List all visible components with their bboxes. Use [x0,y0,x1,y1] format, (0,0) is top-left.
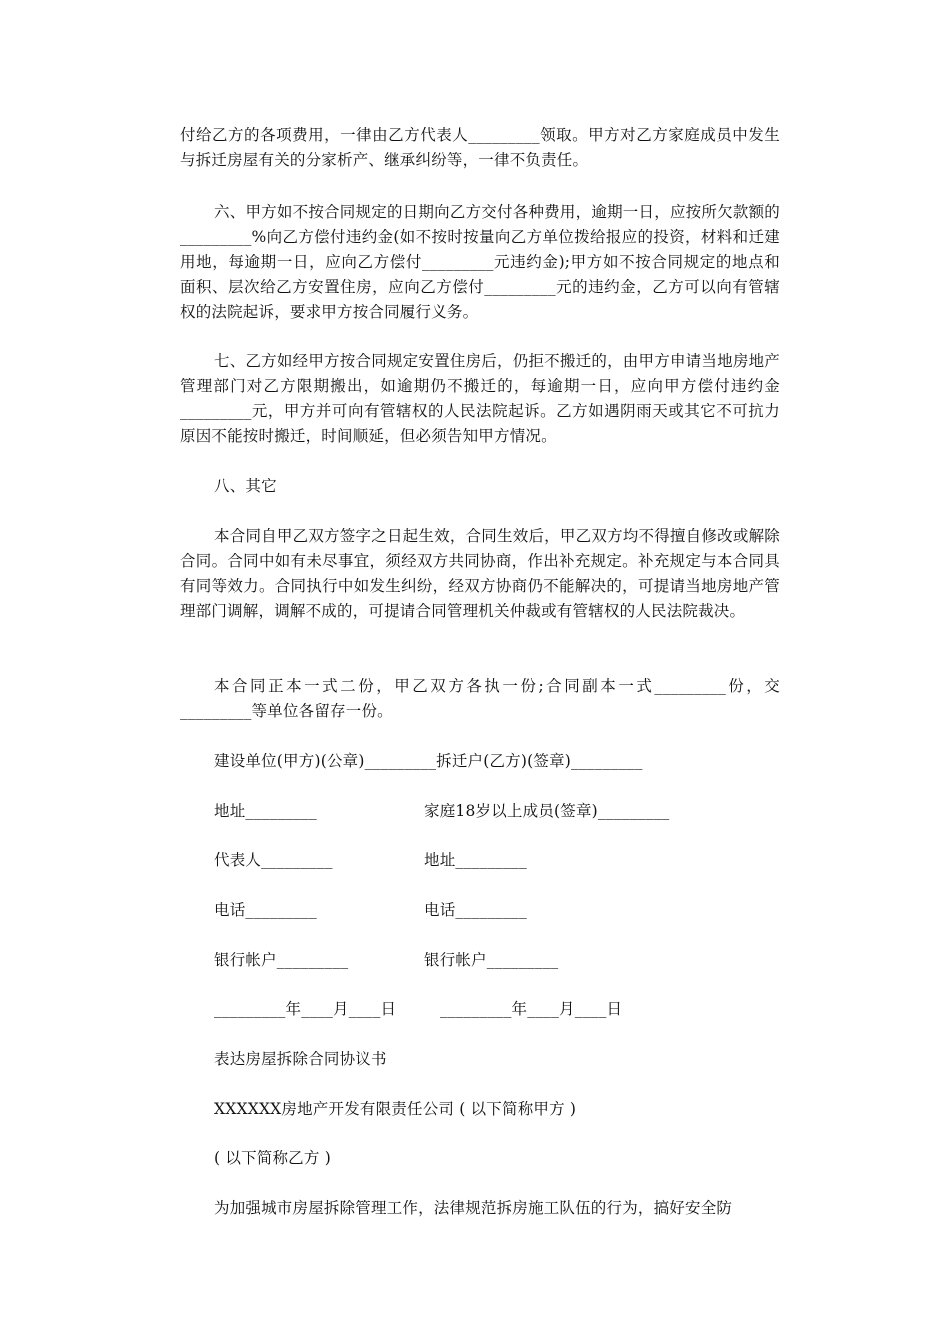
party-a-bank-account: 银行帐户_________ [214,951,349,969]
intro-paragraph: 为加强城市房屋拆除管理工作，法律规范拆房施工队伍的行为，搞好安全防 [214,1199,733,1217]
paragraph-effective-terms: 本合同自甲乙双方签字之日起生效，合同生效后，甲乙双方均不得擅自修改或解除合同。合同中如有未尽事宜，须经双方共同协商，作出补充规定。补充规定与本合同具有同等效力。合同执行中如发生纠纷，经双方协商仍不能解决的，可提请当地房地产管理部门调解，调解不成的，可提请合同管理机关仲裁或有管辖权的人民法院裁决。 [180,527,780,620]
paragraph-clause-eight-heading: 八、其它 [214,477,277,495]
section-title: 表达房屋拆除合同协议书 [214,1050,387,1068]
party-a-address: 地址_________ [214,802,317,820]
paragraph-clause-six: 六、甲方如不按合同规定的日期向乙方交付各种费用，逾期一日，应按所欠款额的_________%向乙方偿付违约金(如不按时按量向乙方单位拨给报应的投资，材料和迁建用地，每逾期一日，应向乙方偿付_________元违约金);甲方如不按合同规定的地点和面积、层次给乙方安置住房，应向乙方偿付_________元的违约金，乙方可以向有管辖权的法院起诉，要求甲方按合同履行义务。 [180,203,780,321]
party-b-bank-account: 银行帐户_________ [424,951,559,969]
party-a-company: XXXXXX房地产开发有限责任公司 ( 以下简称甲方 ) [214,1100,577,1118]
paragraph-copies: 本合同正本一式二份，甲乙双方各执一份;合同副本一式_________份，交_________等单位各留存一份。 [180,677,780,720]
party-b-family-members: 家庭18岁以上成员(签章)_________ [424,802,670,820]
signature-header-line: 建设单位(甲方)(公章)_________拆迁户(乙方)(签章)_________ [214,752,643,770]
paragraph-clause-seven: 七、乙方如经甲方按合同规定安置住房后，仍拒不搬迁的，由甲方申请当地房地产管理部门对乙方限期搬出，如逾期仍不搬迁的，每逾期一日，应向甲方偿付违约金_________元，甲方并可向有管辖权的人民法院起诉。乙方如遇阴雨天或其它不可抗力原因不能按时搬迁，时间顺延，但必须告知甲方情况。 [180,352,780,445]
party-b-phone: 电话_________ [424,901,527,919]
party-a-date: _________年____月____日 [214,1000,397,1018]
paragraph-fee-collection: 付给乙方的各项费用，一律由乙方代表人_________领取。甲方对乙方家庭成员中发生与拆迁房屋有关的分家析产、继承纠纷等，一律不负责任。 [180,126,780,169]
party-b-date: _________年____月____日 [440,1000,623,1018]
party-b-address: 地址_________ [424,851,527,869]
party-a-representative: 代表人_________ [214,851,333,869]
party-b-label: ( 以下简称乙方 ) [214,1149,331,1167]
party-a-phone: 电话_________ [214,901,317,919]
